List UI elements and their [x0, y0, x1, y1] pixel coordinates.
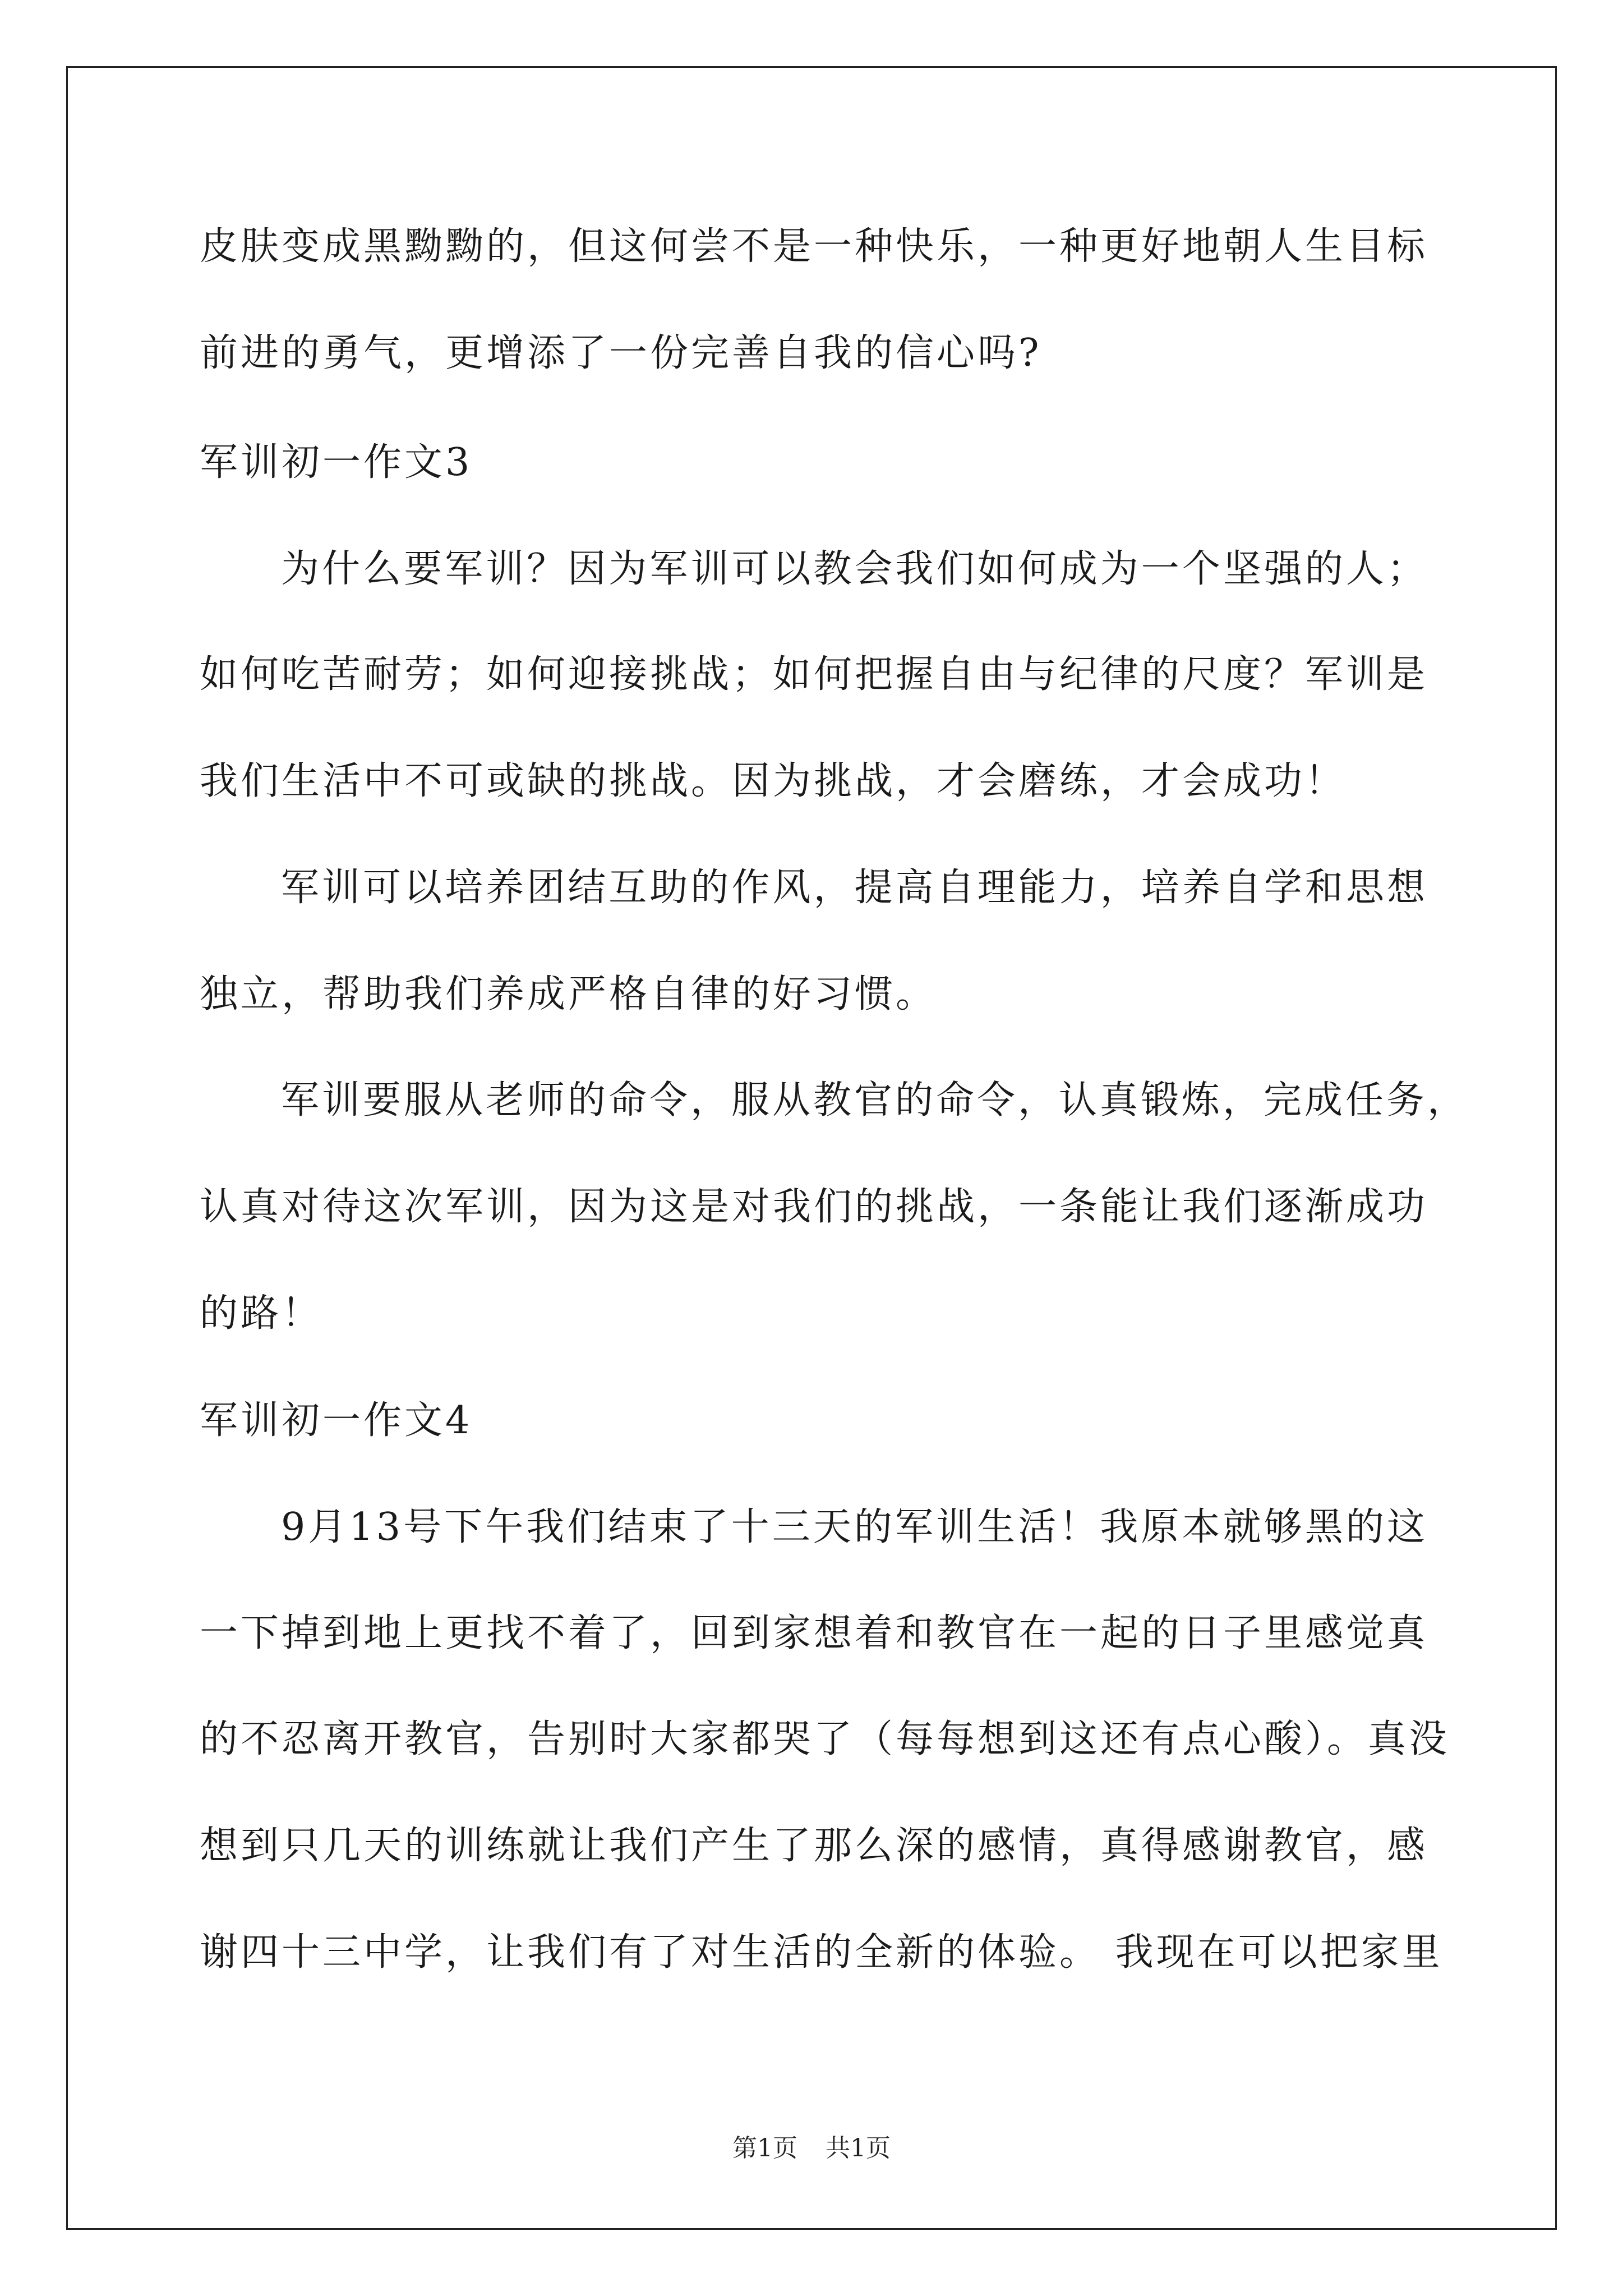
body-line-15: 谢四十三中学，让我们有了对生活的全新的体验。 我现在可以把家里: [200, 1930, 1443, 1975]
body-line-13: 的不忍离开教官，告别时大家都哭了（每每想到这还有点心酸）。真没: [200, 1717, 1450, 1761]
body-line-8: 军训要服从老师的命令，服从教官的命令，认真锻炼，完成任务，: [281, 1078, 1469, 1122]
page-border: [66, 66, 1557, 2230]
body-line-1: 皮肤变成黑黝黝的，但这何尝不是一种快乐，一种更好地朝人生目标: [200, 224, 1428, 269]
body-line-12: 一下掉到地上更找不着了，回到家想着和教官在一起的日子里感觉真: [200, 1611, 1428, 1655]
section-heading-4: 军训初一作文4: [200, 1398, 473, 1443]
body-line-3: 为什么要军训？因为军训可以教会我们如何成为一个坚强的人；: [281, 547, 1428, 591]
body-line-7: 独立，帮助我们养成严格自律的好习惯。: [200, 972, 937, 1016]
body-line-6: 军训可以培养团结互助的作风，提高自理能力，培养自学和思想: [281, 866, 1428, 910]
page-total: 共1页: [826, 2134, 891, 2162]
body-line-2: 前进的勇气，更增添了一份完善自我的信心吗?: [200, 331, 1042, 375]
page-number: 第1页: [732, 2134, 797, 2162]
body-line-10: 的路！: [200, 1291, 323, 1336]
page-footer: [0, 2132, 1623, 2165]
body-line-4: 如何吃苦耐劳；如何迎接挑战；如何把握自由与纪律的尺度？军训是: [200, 652, 1428, 697]
body-line-14: 想到只几天的训练就让我们产生了那么深的感情，真得感谢教官，感: [200, 1824, 1428, 1868]
body-line-9: 认真对待这次军训，因为这是对我们的挑战，一条能让我们逐渐成功: [200, 1185, 1428, 1229]
section-heading-3: 军训初一作文3: [200, 440, 473, 485]
body-line-5: 我们生活中不可或缺的挑战。因为挑战，才会磨练，才会成功！: [200, 759, 1347, 803]
body-line-11: 9月13号下午我们结束了十三天的军训生活！我原本就够黑的这: [281, 1505, 1428, 1549]
